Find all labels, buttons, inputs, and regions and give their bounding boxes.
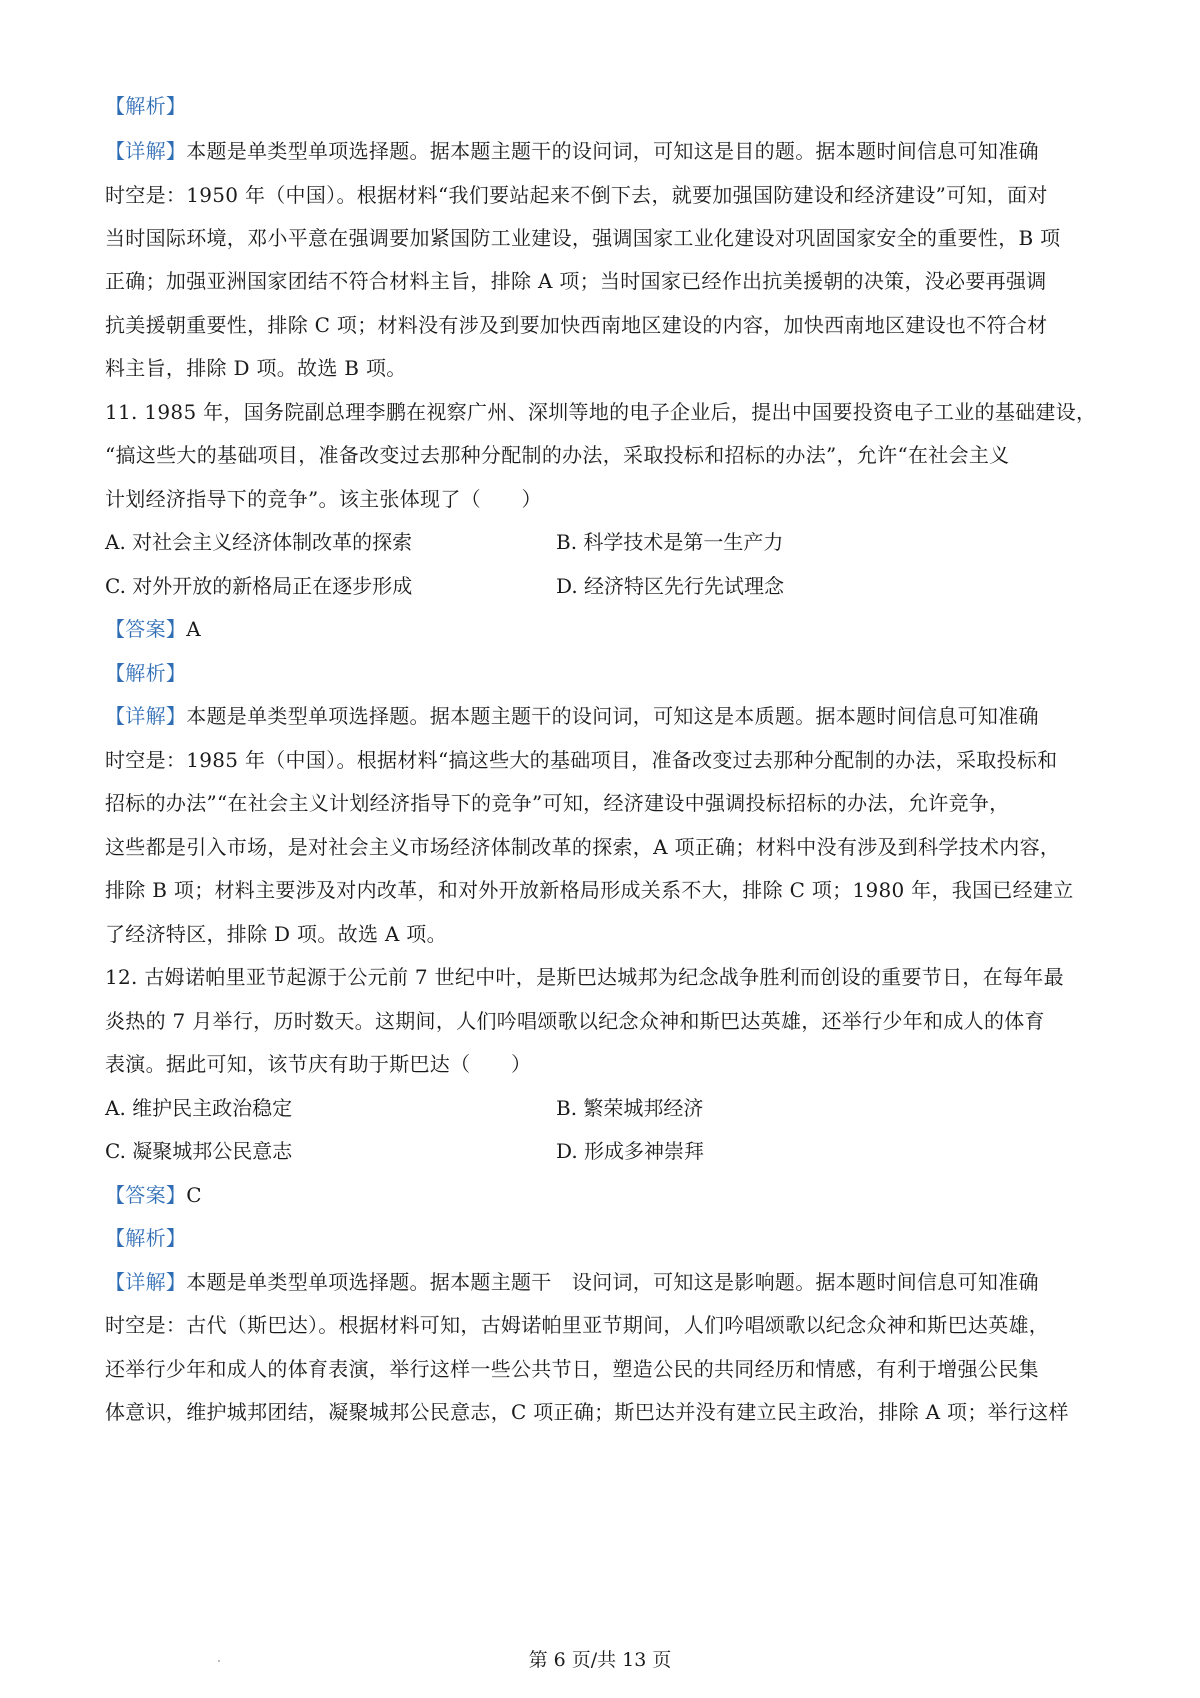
detail-label: 【详解】 <box>105 139 187 163</box>
analysis-label: 【解析】 <box>105 1226 187 1250</box>
option-d: D. 经济特区先行先试理念 <box>556 574 785 598</box>
detail-paragraph-line: 抗美援朝重要性，排除 C 项；材料没有涉及到要加快西南地区建设的内容，加快西南地区建设也不符合材 <box>105 313 1048 337</box>
detail-paragraph-line: 时空是：1985 年（中国）。根据材料“搞这些大的基础项目，准备改变过去那种分配制的办法，采取投标和 <box>105 748 1058 772</box>
option-a: A. 对社会主义经济体制改革的探索 <box>105 530 413 554</box>
option-b: B. 繁荣城邦经济 <box>556 1096 704 1120</box>
detail-label: 【详解】 <box>105 1270 187 1294</box>
detail-paragraph-line: 料主旨，排除 D 项。故选 B 项。 <box>105 356 407 380</box>
detail-paragraph-line: 还举行少年和成人的体育表演，举行这样一些公共节日，塑造公民的共同经历和情感，有利于增强公民集 <box>105 1357 1039 1381</box>
option-d: D. 形成多神崇拜 <box>556 1139 705 1163</box>
detail-paragraph-line: 【详解】本题是单类型单项选择题。据本题主题干 设问词，可知这是影响题。据本题时间信息可知准确 <box>105 1270 1039 1294</box>
detail-paragraph-line: 【详解】本题是单类型单项选择题。据本题主题干的设问词，可知这是目的题。据本题时间信息可知准确 <box>105 139 1039 163</box>
question-stem-line: 炎热的 7 月举行，历时数天。这期间，人们吟唱颂歌以纪念众神和斯巴达英雄，还举行少年和成人的体育 <box>105 1009 1045 1033</box>
question-stem-line: “搞这些大的基础项目，准备改变过去那种分配制的办法，采取投标和招标的办法”，允许“在社会主义 <box>105 443 1010 467</box>
question-stem-line: 12. 古姆诺帕里亚节起源于公元前 7 世纪中叶，是斯巴达城邦为纪念战争胜利而创设的重要节日，在每年最 <box>105 965 1064 989</box>
detail-paragraph-line: 了经济特区，排除 D 项。故选 A 项。 <box>105 922 447 946</box>
detail-paragraph-line: 这些都是引入市场，是对社会主义市场经济体制改革的探索，A 项正确；材料中没有涉及到科学技术内容， <box>105 835 1061 859</box>
analysis-label: 【解析】 <box>105 661 187 685</box>
answer-line <box>105 615 1095 643</box>
option-b: B. 科学技术是第一生产力 <box>556 530 784 554</box>
detail-paragraph-line: 招标的办法”“在社会主义计划经济指导下的竞争”可知，经济建设中强调投标招标的办法，允许竞争， <box>105 791 1010 815</box>
detail-paragraph-line: 时空是：1950 年（中国）。根据材料“我们要站起来不倒下去，就要加强国防建设和经济建设”可知，面对 <box>105 183 1048 207</box>
detail-paragraph-line: 排除 B 项；材料主要涉及对内改革，和对外开放新格局形成关系不大，排除 C 项；1980 年，我国已经建立 <box>105 878 1074 902</box>
analysis-label: 【解析】 <box>105 94 187 118</box>
detail-label: 【详解】 <box>105 704 187 728</box>
option-c: C. 凝聚城邦公民意志 <box>105 1139 293 1163</box>
page-number-footer: 第 6 页/共 13 页 <box>528 1649 672 1671</box>
detail-paragraph-line: 体意识，维护城邦团结，凝聚城邦公民意志，C 项正确；斯巴达并没有建立民主政治，排除 A 项；举行这样 <box>105 1400 1069 1424</box>
answer-label: 【答案】 <box>105 617 187 641</box>
option-c: C. 对外开放的新格局正在逐步形成 <box>105 574 413 598</box>
detail-paragraph-line: 时空是：古代（斯巴达）。根据材料可知，古姆诺帕里亚节期间，人们吟唱颂歌以纪念众神和斯巴达英雄， <box>105 1313 1050 1337</box>
question-stem-line: 计划经济指导下的竞争”。该主张体现了（ ） <box>105 487 542 511</box>
question-stem-line: 表演。据此可知，该节庆有助于斯巴达（ ） <box>105 1052 532 1076</box>
answer-line <box>105 1181 1095 1209</box>
answer-value: A <box>186 617 201 641</box>
answer-value: C <box>186 1183 202 1207</box>
answer-label: 【答案】 <box>105 1183 187 1207</box>
option-a: A. 维护民主政治稳定 <box>105 1096 293 1120</box>
detail-paragraph-line: 当时国际环境，邓小平意在强调要加紧国防工业建设，强调国家工业化建设对巩固国家安全的重要性，B 项 <box>105 226 1061 250</box>
detail-paragraph-line: 正确；加强亚洲国家团结不符合材料主旨，排除 A 项；当时国家已经作出抗美援朝的决策，没必要再强调 <box>105 269 1047 293</box>
question-stem-line: 11. 1985 年，国务院副总理李鹏在视察广州、深圳等地的电子企业后，提出中国要投资电子工业的基础建设， <box>105 400 1097 424</box>
detail-paragraph-line: 【详解】本题是单类型单项选择题。据本题主题干的设问词，可知这是本质题。据本题时间信息可知准确 <box>105 704 1039 728</box>
